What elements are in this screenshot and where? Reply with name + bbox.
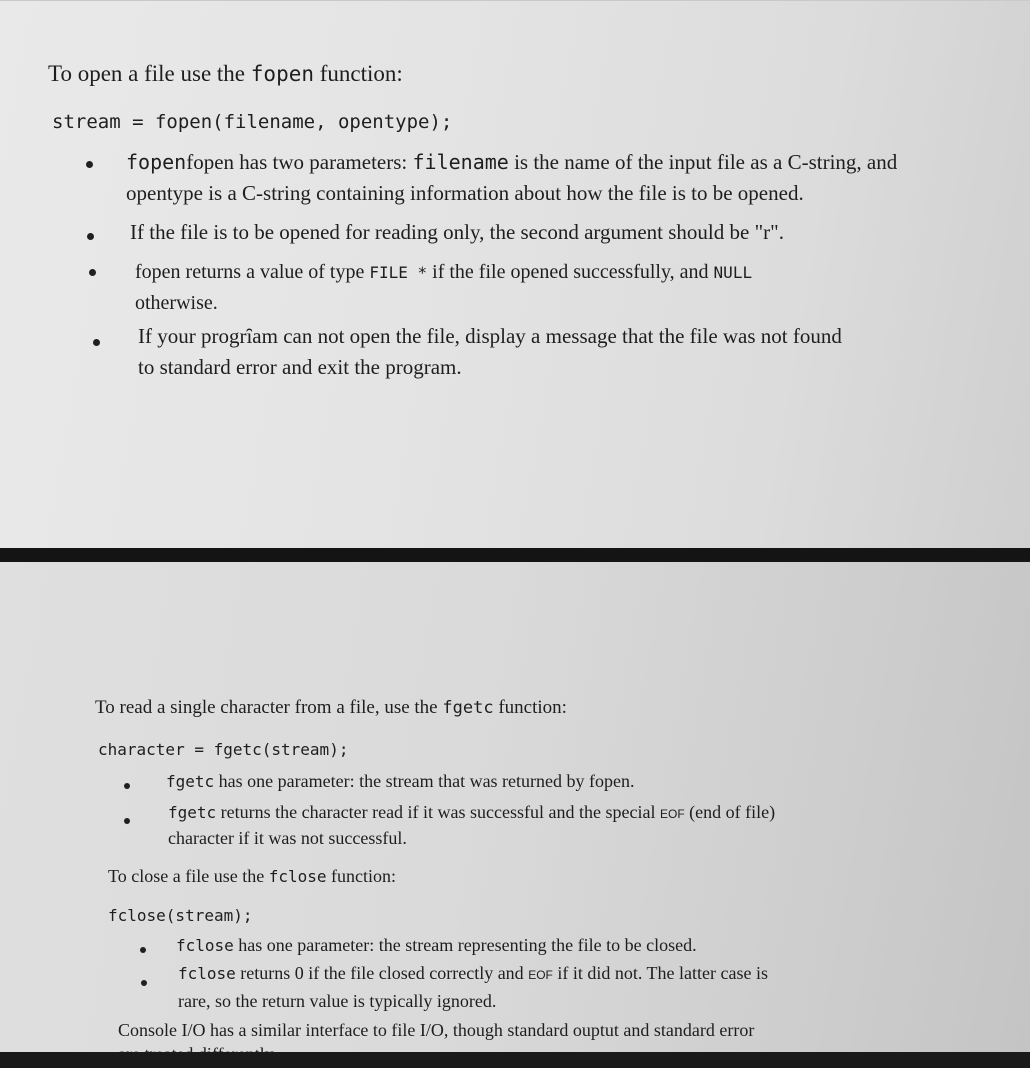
bullet-icon bbox=[86, 161, 93, 168]
bullet-text: opentype is a C-string containing information about how the file is to be opened. bbox=[126, 181, 804, 205]
console-note-line: Console I/O has a similar interface to file I/O, though standard ouptut and standard error bbox=[118, 1020, 755, 1040]
fopen-intro-suffix: function: bbox=[314, 61, 403, 86]
fopen-bullet-3 bbox=[135, 257, 752, 319]
fopen-bullet-2 bbox=[130, 217, 784, 248]
bullet-code: fclose bbox=[176, 936, 234, 955]
bullet-code: fgetc bbox=[168, 803, 217, 822]
bullet-text: otherwise. bbox=[135, 292, 218, 314]
bullet-text: If your progrȋam can not open the file, display a message that the file was not found bbox=[138, 324, 842, 348]
bullet-text: (end of file) bbox=[684, 802, 776, 822]
bullet-text: has one parameter: the stream representing the file to be closed. bbox=[233, 935, 697, 955]
bullet-code: filename bbox=[412, 150, 509, 174]
fclose-bullet-2 bbox=[178, 960, 768, 1014]
bullet-text: fopen has two parameters: bbox=[186, 150, 413, 174]
fopen-bullet-4 bbox=[138, 321, 842, 383]
bullet-icon bbox=[93, 339, 100, 346]
bullet-icon bbox=[124, 818, 130, 824]
bullet-text: character if it was not successful. bbox=[168, 828, 407, 848]
bullet-icon bbox=[140, 947, 146, 953]
bullet-icon bbox=[87, 233, 94, 240]
fgetc-bullet-1 bbox=[166, 766, 635, 797]
fopen-intro bbox=[48, 61, 403, 87]
fopen-intro-text: To open a file use the bbox=[48, 61, 251, 86]
bullet-text: fopen returns a value of type bbox=[135, 261, 370, 283]
fgetc-bullet-2 bbox=[168, 800, 775, 850]
bullet-code: fclose bbox=[178, 964, 236, 983]
monitor-divider bbox=[0, 548, 1030, 562]
fgetc-intro-text: To read a single character from a file, use the bbox=[95, 697, 443, 718]
bullet-icon bbox=[124, 783, 130, 789]
bullet-code: EOF bbox=[659, 807, 685, 821]
bullet-code: fgetc bbox=[166, 772, 215, 791]
fopen-code-line: stream = fopen(filename, opentype); bbox=[52, 111, 453, 133]
monitor-bezel bbox=[0, 1052, 1030, 1068]
bullet-text: If the file is to be opened for reading only, the second argument should be "r". bbox=[130, 220, 784, 244]
fgetc-intro bbox=[95, 697, 567, 719]
fopen-intro-fn: fopen bbox=[250, 62, 314, 86]
bullet-text: if the file opened successfully, and bbox=[427, 261, 714, 283]
fopen-bullet-1: fopenfopen has two parameters: filename is the name of the input file as a C-string, and opentype is a C-string containing information about how the file is to be opened. bbox=[126, 150, 898, 205]
fclose-intro-text: To close a file use the bbox=[108, 866, 269, 886]
fgetc-intro-fn: fgetc bbox=[442, 698, 494, 718]
fclose-intro-fn: fclose bbox=[268, 867, 327, 886]
bullet-text: returns the character read if it was successful and the special bbox=[216, 802, 660, 822]
fclose-code-line: fclose(stream); bbox=[108, 906, 253, 925]
fclose-intro-suffix: function: bbox=[326, 866, 396, 886]
bullet-text: if it did not. The latter case is bbox=[552, 963, 768, 983]
fclose-intro bbox=[108, 866, 396, 887]
bullet-text: returns 0 if the file closed correctly and bbox=[235, 963, 529, 983]
bullet-code: EOF bbox=[528, 968, 553, 982]
bullet-text: to standard error and exit the program. bbox=[138, 355, 462, 379]
fgetc-code-line: character = fgetc(stream); bbox=[98, 740, 349, 759]
bullet-icon bbox=[141, 980, 147, 986]
bullet-code: FILE * bbox=[369, 263, 428, 282]
bullet-text: has one parameter: the stream that was returned by fopen. bbox=[214, 771, 635, 791]
bullet-text: is the name of the input file as a C-string, and bbox=[508, 150, 898, 174]
bullet-text: rare, so the return value is typically ignored. bbox=[178, 991, 497, 1011]
bullet-icon bbox=[89, 269, 96, 276]
fgetc-fclose-slide bbox=[0, 562, 1030, 1068]
fgetc-intro-suffix: function: bbox=[493, 697, 567, 718]
bullet-code: NULL bbox=[713, 263, 753, 282]
fclose-bullet-1 bbox=[176, 930, 697, 961]
